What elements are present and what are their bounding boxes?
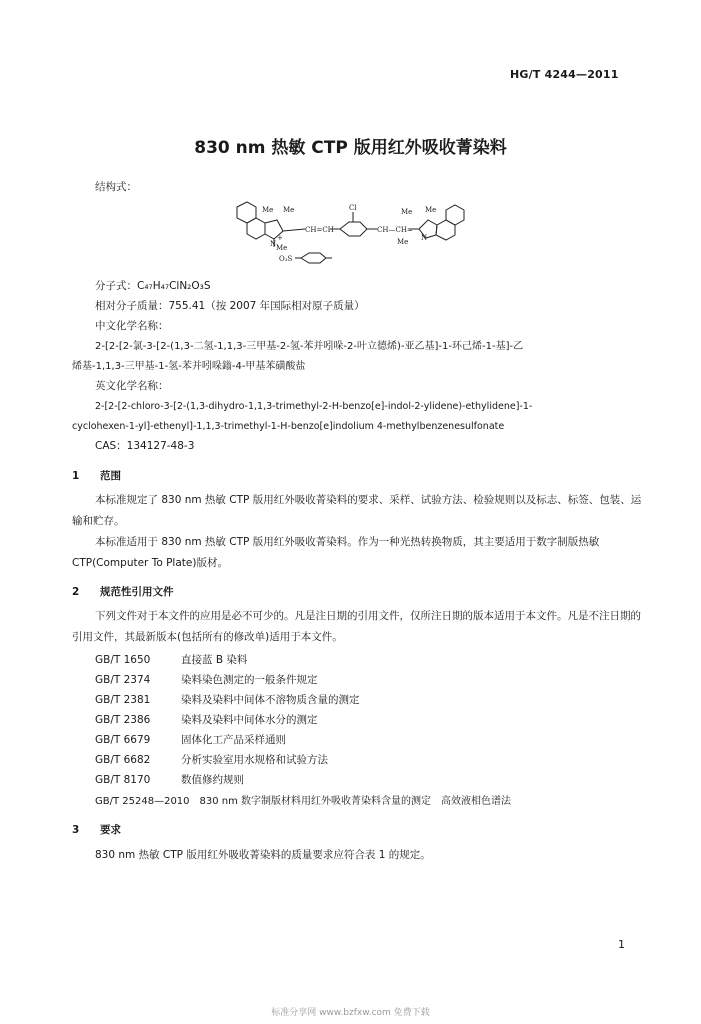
en-name-line-2: cyclohexen-1-yl]-ethenyl]-1,1,3-trimethyl-1-H-benzo[e]indolium 4-methylbenzenesulfonate	[72, 421, 505, 432]
cn-name-label: 中文化学名称：	[95, 320, 169, 332]
right-me-2: Me	[425, 206, 437, 214]
section-2-number: 2	[72, 586, 80, 598]
section-2-intro: 下列文件对于本文件的应用是必不可少的。凡是注日期的引用文件，仅所注日期的版本适用于本文件。凡是不注日期的引用文件，其最新版本(包括所有的修改单)适用于本文件。	[72, 610, 641, 643]
positive-charge: +	[277, 234, 283, 242]
section-3-number: 3	[72, 824, 80, 836]
page-number: 1	[618, 938, 625, 951]
section-1-title: 范围	[100, 470, 121, 482]
structure-label: 结构式：	[95, 181, 137, 193]
right-nitrogen: N	[421, 234, 428, 242]
left-nitrogen: N	[270, 240, 277, 248]
reference-row: GB/T 2381 染料及染料中间体不溶物质含量的测定	[95, 694, 360, 706]
molecular-mass: 相对分子质量：755.41（按 2007 年国际相对原子质量）	[95, 300, 365, 312]
section-1-number: 1	[72, 470, 80, 482]
en-name-line-1: 2-[2-[2-chloro-3-[2-(1,3-dihydro-1,1,3-trimethyl-2-H-benzo[e]-indol-2-ylidene)-ethylidene]-1-	[95, 401, 533, 412]
right-linker: CH—CH=	[377, 226, 413, 234]
reference-row-last: GB/T 25248—2010 830 nm 数字制版材料用红外吸收菁染料含量的测定 高效液相色谱法	[95, 796, 512, 807]
section-2-heading	[72, 584, 174, 599]
left-linker: CH=CH	[305, 226, 334, 234]
section-3-heading	[72, 822, 121, 837]
section-3-title: 要求	[100, 824, 121, 836]
section-1-paragraph-2: 本标准适用于 830 nm 热敏 CTP 版用红外吸收菁染料。作为一种光热转换物质，其主要适用于数字制版热敏 CTP(Computer To Plate)版材。	[72, 536, 600, 569]
standard-code: HG/T 4244—2011	[510, 68, 619, 81]
cn-name-line-1: 2-[2-[2-氯-3-[2-(1,3-二氢-1,1,3-三甲基-2-氢-苯并吲哚-2-叶立德烯)-亚乙基]-1-环己烯-1-基]-乙	[95, 341, 524, 352]
tosyl-ring	[301, 253, 326, 263]
sulfonate-label: O₃S	[279, 255, 293, 263]
structural-formula	[225, 198, 470, 276]
left-naphthalene-ring-2	[247, 218, 265, 239]
section-1-paragraph-1: 本标准规定了 830 nm 热敏 CTP 版用红外吸收菁染料的要求、采样、试验方法、检验规则以及标志、标签、包装、运输和贮存。	[72, 494, 642, 527]
molecular-formula: 分子式：C₄₇H₄₇ClN₂O₃S	[95, 280, 211, 292]
chlorine-label: Cl	[349, 204, 357, 212]
cyclohexene-ring	[340, 222, 367, 236]
section-1-heading	[72, 468, 121, 483]
cas-number: CAS：134127-48-3	[95, 440, 195, 452]
right-naphthalene-ring-2	[446, 205, 464, 225]
reference-row: GB/T 2374 染料染色测定的一般条件规定	[95, 674, 318, 686]
left-me-1: Me	[262, 206, 274, 214]
left-n-methyl: Me	[276, 244, 288, 252]
reference-row: GB/T 2386 染料及染料中间体水分的测定	[95, 714, 318, 726]
reference-row: GB/T 6682 分析实验室用水规格和试验方法	[95, 754, 328, 766]
page-title: 830 nm 热敏 CTP 版用红外吸收菁染料	[194, 138, 507, 158]
en-name-label: 英文化学名称：	[95, 380, 169, 392]
section-3-paragraph: 830 nm 热敏 CTP 版用红外吸收菁染料的质量要求应符合表 1 的规定。	[95, 849, 431, 861]
reference-row: GB/T 6679 固体化工产品采样通则	[95, 734, 286, 746]
section-2-title: 规范性引用文件	[100, 586, 174, 598]
right-n-methyl: Me	[397, 238, 409, 246]
reference-row: GB/T 8170 数值修约规则	[95, 774, 244, 786]
footer-watermark: 标准分享网 www.bzfxw.com 免费下载	[271, 1008, 430, 1018]
cn-name-line-2: 烯基-1,1,3-三甲基-1-氢-苯并吲哚鎓-4-甲基苯磺酸盐	[72, 361, 306, 372]
reference-row: GB/T 1650 直接蓝 B 染料	[95, 654, 248, 666]
left-me-2: Me	[283, 206, 295, 214]
right-me-1: Me	[401, 208, 413, 216]
